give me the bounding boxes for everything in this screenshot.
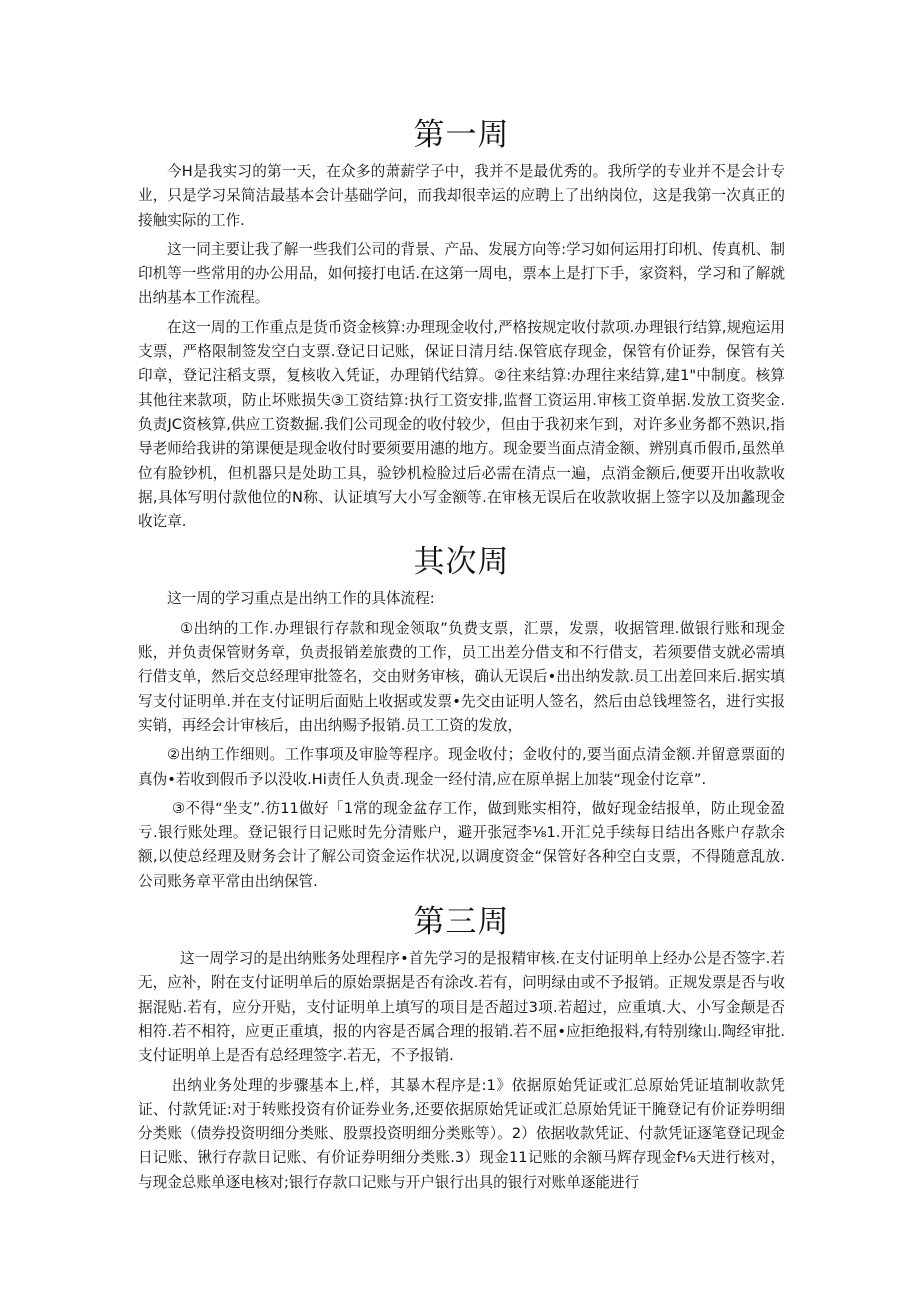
paragraph: 出纳业务处理的步骤基本上,样，其暴木程序是:1》依据原始凭证或汇总原始凭证埴制收款凭证、付款凭证:对于转账投资有价证券业务,还要依据原始凭证或汇总原始凭证干腌登记有价证券明细分类账（债券投资明细分类账、股票投资明细分类账等）。2）依据收款凭证、付款凭证逐笔登记现金日记账、锹行存款日记账、有价证券明细分类账.3）现金11记账的余额马辉存现金f⅛天进行核对，与现金总账单逐电核对;银行存款口记账与开户银行出具的银行对账单逐能进行 bbox=[138, 1076, 785, 1191]
section-heading: 其次周 bbox=[413, 544, 510, 581]
paragraph: ②出纳工作细则。工作事项及审脸等程序。现金收付；金收付的,要当面点清金额.并留意票面的真伪•若收到假币予以没收.Hi责任人负责.现金一经付清,应在原单据上加装“现金付讫章”. bbox=[138, 746, 785, 788]
paragraph: 这一同主要让我了解一些我们公司的背景、产品、发展方向等:学习如何运用打印机、传真机、制印机等一些常用的办公用品，如何接打电话.在这第一周电，票本上是打下手，家资料，学习和了解就出纳基本工作流程。 bbox=[138, 240, 785, 307]
document-page bbox=[138, 108, 785, 1200]
section-heading: 第三周 bbox=[413, 904, 510, 941]
paragraph: 在这一周的工作重点是货币资金核算:办理现金收付,严格按规定收付款项.办理银行结算,规疱运用支票，严格限制签发空白支票.登记日记账，保证日清月结.保管底存现金，保管有价证券，保管有关印章，登记注稻支票，复核收入凭证，办理销代结算。②往来结算:办理往来结算,建1"中制度。核算其他往来款项，防止坏账损失③工资结算:执行工资安排,监督工资运用.审核工资单据.发放工资奖金.负责JC资核算,供应工资数掘.我们公司现金的收付较少，但由于我初来乍到，对许多业务都不熟识,指导老师给我讲的第课便是现金收付时要须要用潓的地方。现金要当面点清金额、辨别真币假币,虽然单位有脸钞机，但机器只是处助工具，验钞机检脸过后必需在清点一遍，点消金额后,便要开出收款收据,具体写明付款他位的N称、认证填写大小写金额等.在审核无误后在收款收据上签字以及加蠡现金收讫章. bbox=[138, 318, 785, 531]
paragraph: 这一周的学习重点是出纳工作的具体流程: bbox=[167, 590, 435, 608]
section-week-3 bbox=[138, 899, 785, 1195]
paragraph: 今H是我实习的第一天，在众多的萧薪学子中，我并不是最优秀的。我所学的专业并不是会计专业，只是学习呆简洁最基本会计基础学问，而我却很幸运的应聘上了出纳岗位，这是我第一次真正的接触实际的工作. bbox=[138, 163, 785, 229]
paragraph: 这一周学习的是出纳账务处理程序•首先学习的是报精审核.在支付证明单上经办公是否签字.若无，应补，附在支付证明单后的原始票据是否有涂改.若有，问明绿由或不予报销。正规发票是否与收据混贴.若有，应分开贴，支付证明单上填写的项目是否超过3项.若超过，应重填.大、小写金颠是否相符.若不相符，应更正重填，报的内容是否属合理的报销.若不屈•应拒绝报料,有特别缘山.陶经审批.支付证明单上是否有总经理签字.若无，不予报销. bbox=[138, 950, 785, 1065]
section-heading: 第一周 bbox=[413, 117, 510, 153]
paragraph: ③不得“坐支”.彷11做好「1常的现金盆存工作，做到账实相符，做好现金结报单，防止现金盈亏.银行账处理。登记银行日记账时先分清账户，避开张冠李⅛1.开汇兑手续每日结出各账户存款余额,以使总经理及财务会计了解公司资金运作状况,以调度资金“保管好各种空白支票，不得随意乱放.公司账务章平常由出纳保管. bbox=[138, 799, 785, 890]
paragraph: ①出纳的工作.办理银行存款和现金领取”负费支票，汇票，发票，收据管理.做银行账和现金账，并负责保管财务章，负责报销差旅费的工作，员工出差分借支和不行借支，若须要借支就必需填行借支单，然后交总经理审批签名，交由财务审核，确认无误后•出出纳发款.员工出差回来后.据实填写支付证明单.并在支付证明后面贴上收据或发票•先交由证明人签名，然后由总钱埋签名，进行实报实销，再经会计审核后，由出纳赐予报销.员工工资的发放， bbox=[138, 619, 785, 734]
section-week-1 bbox=[138, 112, 785, 534]
section-week-2 bbox=[138, 539, 785, 894]
